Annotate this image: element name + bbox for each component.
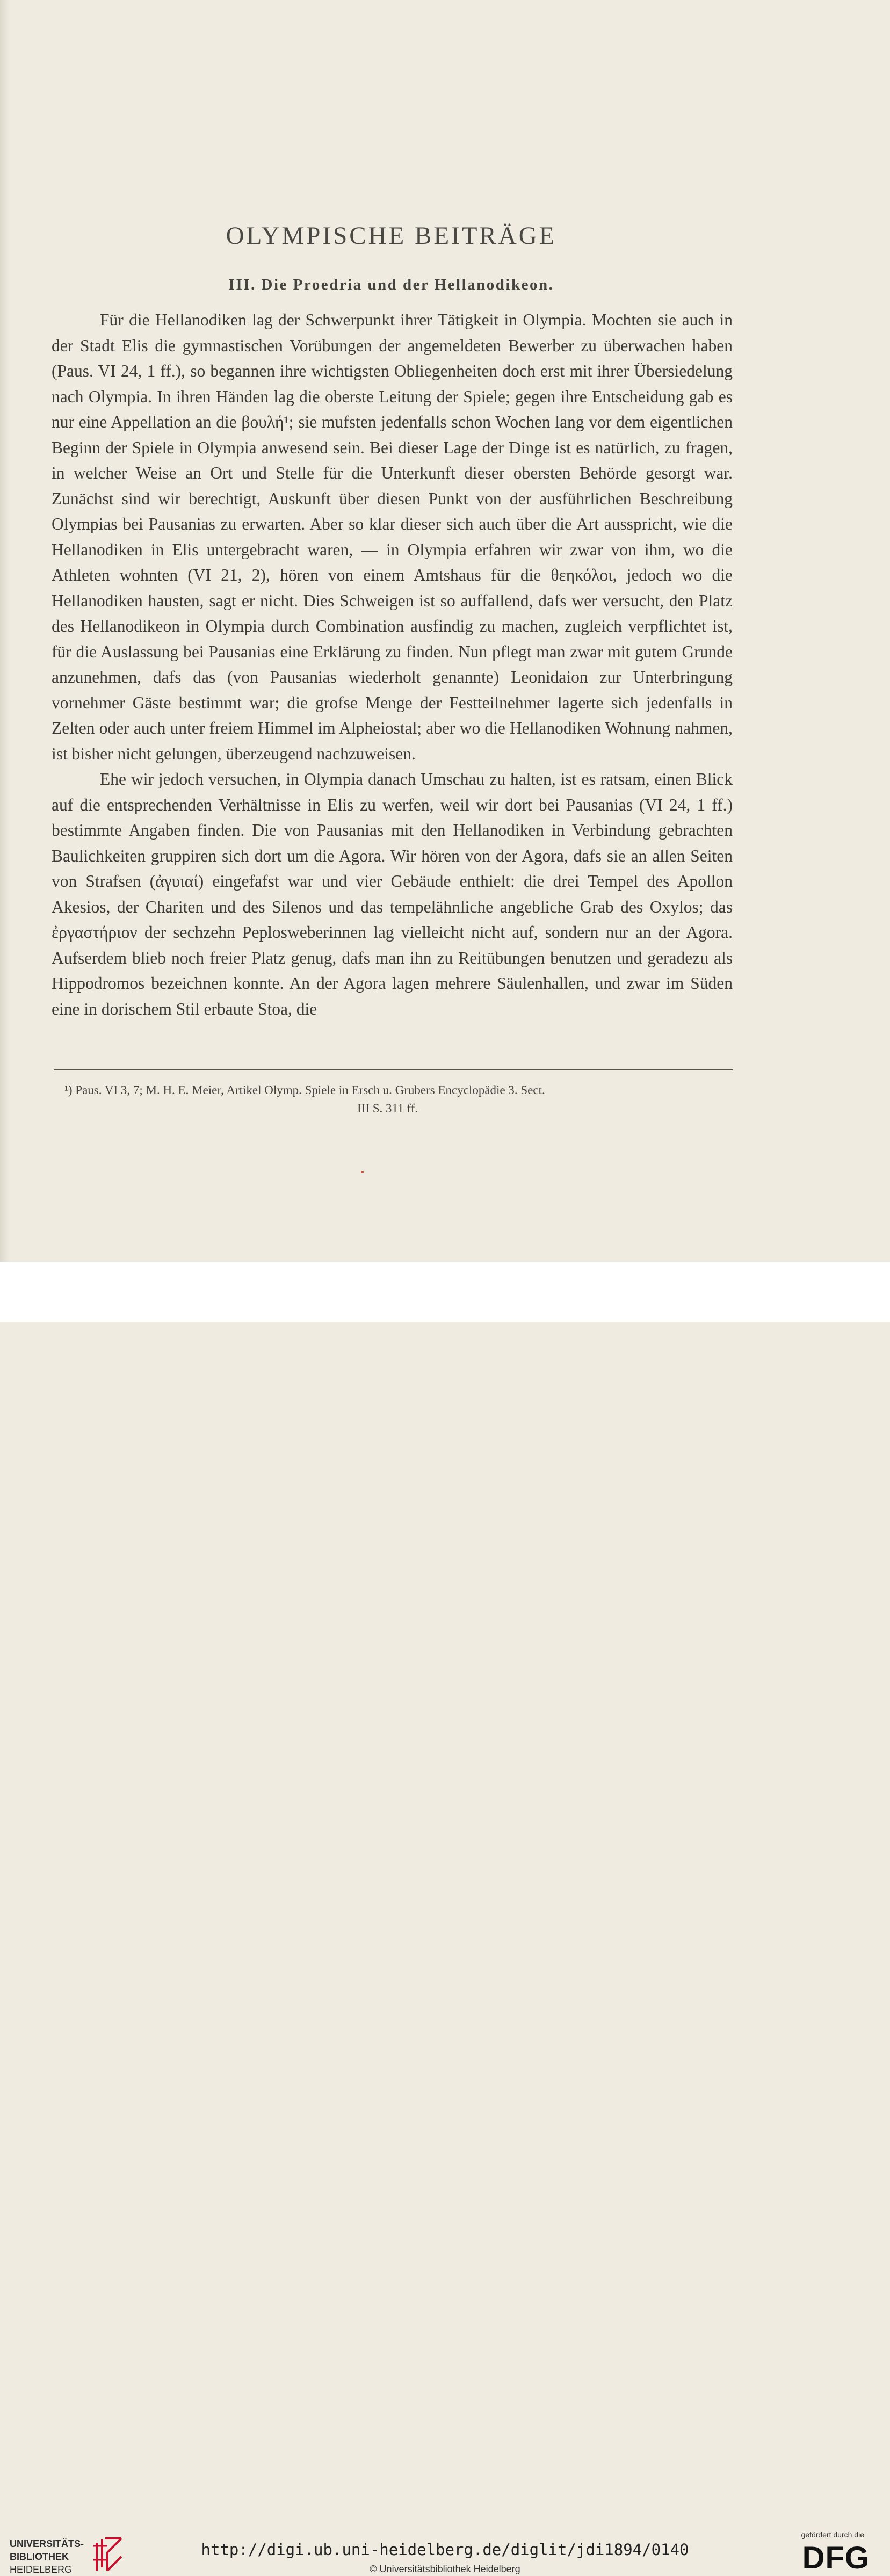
ink-speck — [361, 1171, 364, 1173]
body-text — [52, 307, 733, 1022]
library-name-line-2: BIBLIOTHEK — [10, 2551, 69, 2562]
viewer-footer — [0, 1262, 890, 2575]
footnote-line-1: ¹) Paus. VI 3, 7; M. H. E. Meier, Artikel Olymp. Spiele in Ersch u. Grubers Encyclopädie 3. Sect. — [64, 1083, 545, 1097]
scanned-page — [0, 0, 890, 1262]
footnote-divider — [54, 1069, 733, 1070]
dfg-logo[interactable]: DFG — [802, 2541, 870, 2575]
copyright-notice: © Universitätsbibliothek Heidelberg — [370, 2564, 520, 2574]
page-title: OLYMPISCHE BEITRÄGE — [226, 222, 557, 250]
page-edge-shadow — [0, 0, 10, 1262]
paragraph-2: Ehe wir jedoch versuchen, in Olympia danach Umschau zu halten, ist es ratsam, einen Blick auf die entsprechenden Verhältnisse in Elis zu werfen, weil wir dort bei Pausanias (VI 24, 1 ff.) bestimmte Angaben finden. Die von Pausanias mit den Hellanodiken in Verbindung gebrachten Baulichkeiten gruppiren sich dort um die Agora. Wir hören von der Agora, dafs sie an allen Seiten von Strafsen (ἀγυιαί) eingefafst war und vier Gebäude enthielt: die drei Tempel des Apollon Akesios, der Chariten und des Silenos und das tempelähnliche angebliche Grab des Oxylos; das ἐργαστήριον der sechzehn Peplosweberinnen lag vielleicht nicht auf, sondern nur an der Agora. Aufserdem blieb noch freier Platz genug, dafs man ihn zu Reitübungen benutzen und geradezu als Hippodromos bezeichnen konnte. An der Agora lagen mehrere Säulenhallen, und zwar im Süden eine in dorischem Stil erbaute Stoa, die — [52, 770, 733, 1018]
permalink-url[interactable]: http://digi.ub.uni-heidelberg.de/diglit/jdi1894/0140 — [201, 2541, 689, 2559]
footnote — [64, 1081, 736, 1118]
funder-label: gefördert durch die — [801, 2530, 864, 2539]
library-name-line-1: UNIVERSITÄTS- — [10, 2538, 84, 2549]
section-subtitle: III. Die Proedria und der Hellanodikeon. — [228, 276, 554, 293]
paragraph-1: Für die Hellanodiken lag der Schwerpunkt ihrer Tätigkeit in Olympia. Mochten sie auch in der Stadt Elis die gymnastischen Vorübungen der angemeldeten Bewerber zu überwachen haben (Paus. VI 24, 1 ff.), so begannen ihre wichtigsten Obliegenheiten doch erst mit ihrer Übersiedelung nach Olympia. In ihren Händen lag die oberste Leitung der Spiele; gegen ihre Entscheidung gab es nur eine Appellation an die βουλή¹; sie mufsten jedenfalls schon Wochen lang vor dem eigentlichen Beginn der Spiele in Olympia anwesend sein. Bei dieser Lage der Dinge ist es natürlich, zu fragen, in welcher Weise an Ort und Stelle für die Unterkunft dieser obersten Behörde gesorgt war. Zunächst sind wir berechtigt, Auskunft über diesen Punkt von der ausführlichen Beschreibung Olympias bei Pausanias zu erwarten. Aber so klar dieser sich auch über die Art ausspricht, wie die Hellanodiken in Elis untergebracht waren, — in Olympia erfahren wir zwar von ihm, wo die Athleten wohnten (VI 21, 2), hören von einem Amtshaus für die θεηκόλοι, jedoch wo die Hellanodiken hausten, sagt er nicht. Dies Schweigen ist so auffallend, dafs wer versucht, den Platz des Hellanodikeon in Olympia durch Combination ausfindig zu machen, zugleich verpflichtet ist, für die Auslassung bei Pausanias eine Erklärung zu finden. Nun pflegt man zwar mit gutem Grunde anzunehmen, dafs das (von Pausanias wiederholt genannte) Leonidaion zur Unterbringung vornehmer Gäste bestimmt war; die grofse Menge der Festteilnehmer lagerte sich jedenfalls in Zelten oder auch unter freiem Himmel im Alpheiostal; aber wo die Hellanodiken Wohnung nahmen, ist bisher nicht gelungen, überzeugend nachzuweisen. — [52, 310, 733, 763]
footnote-line-2: III S. 311 ff. — [357, 1102, 418, 1115]
library-name-line-3: HEIDELBERG — [10, 2564, 73, 2575]
